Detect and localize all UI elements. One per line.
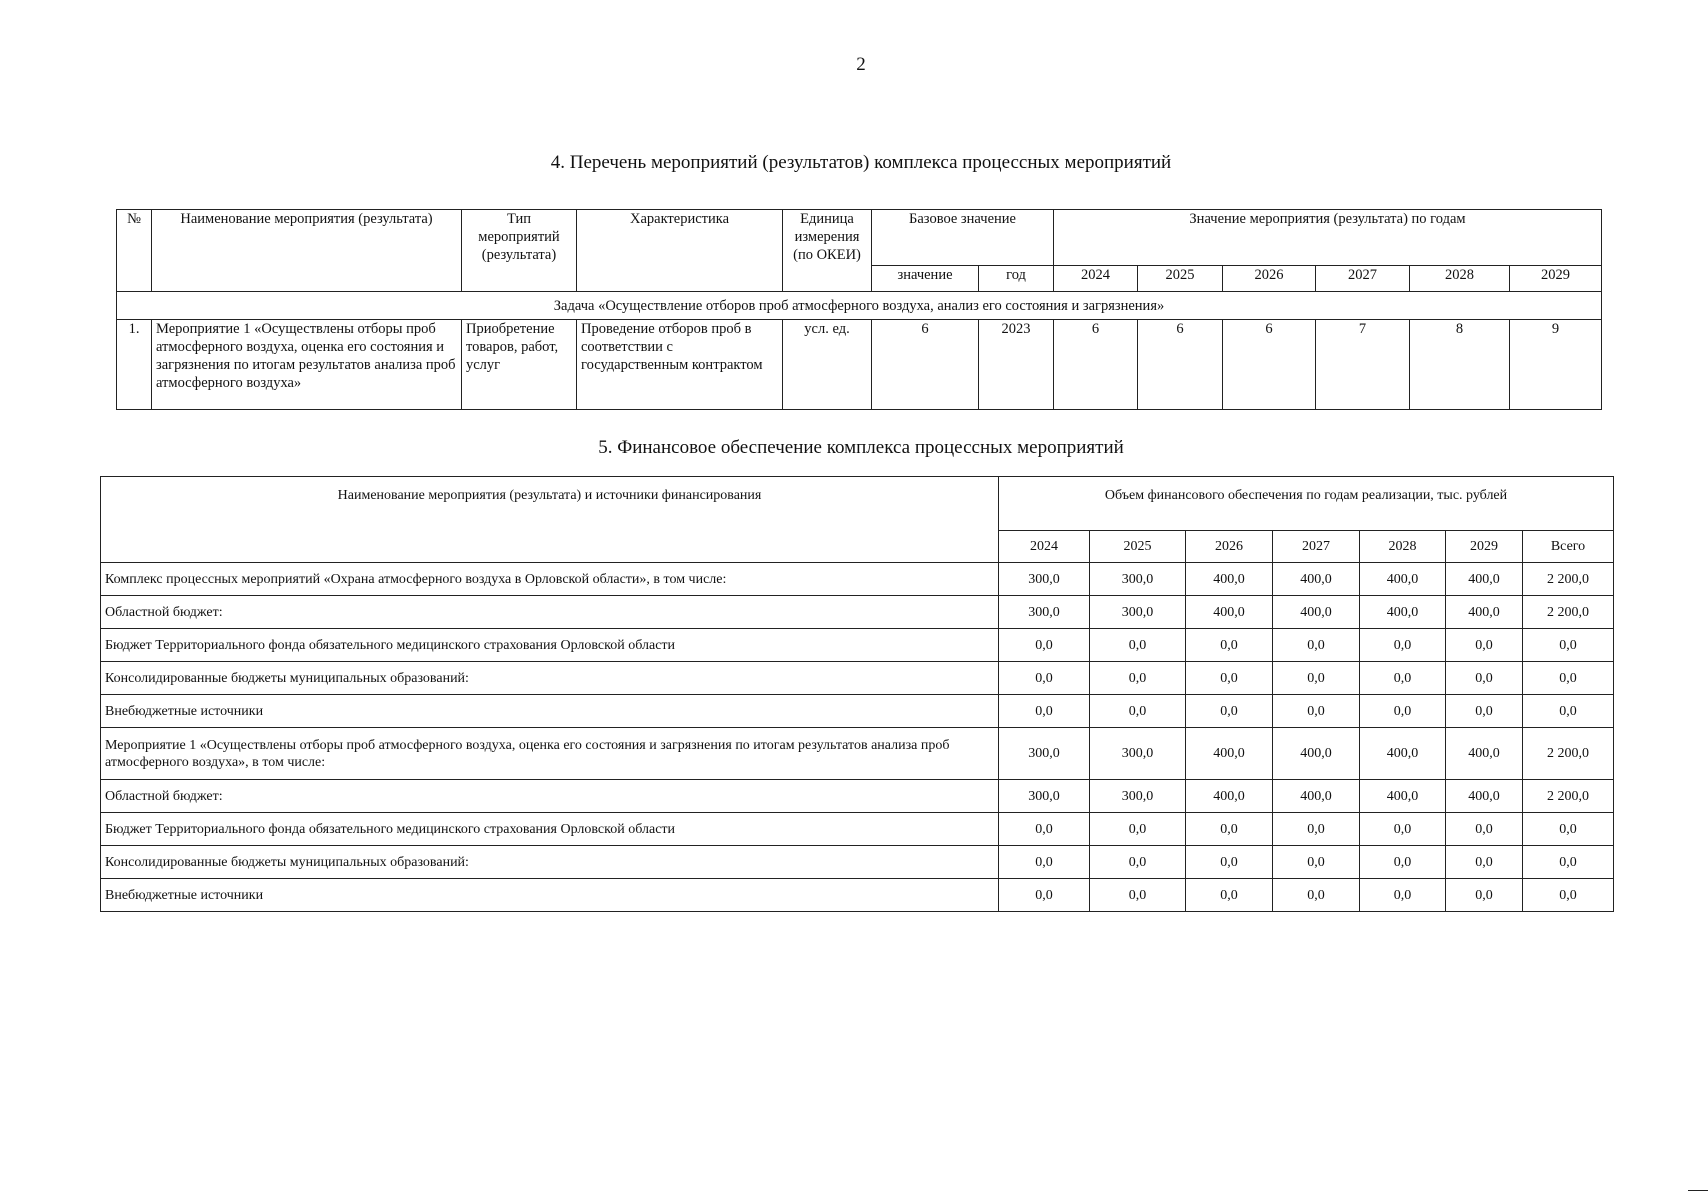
fin-row-name: Бюджет Территориального фонда обязательного медицинского страхования Орловской области: [101, 813, 999, 846]
fin-year-header: 2029: [1446, 531, 1523, 563]
row-base-year: 2023: [979, 320, 1054, 410]
fin-row-name: Внебюджетные источники: [101, 879, 999, 912]
fin-row-total: 0,0: [1523, 662, 1614, 695]
fin-row-value: 400,0: [1446, 563, 1523, 596]
fin-row-value: 300,0: [999, 780, 1090, 813]
measures-table: [116, 209, 1602, 410]
col-years-header: Значение мероприятия (результата) по годам: [1054, 210, 1602, 266]
fin-row-value: 0,0: [1090, 695, 1186, 728]
fin-row-name: Внебюджетные источники: [101, 695, 999, 728]
fin-row-value: 300,0: [1090, 780, 1186, 813]
page-number: 2: [856, 54, 866, 75]
fin-row-total: 2 200,0: [1523, 596, 1614, 629]
fin-row-value: 400,0: [1360, 563, 1446, 596]
fin-row-value: 300,0: [999, 563, 1090, 596]
fin-total-header: Всего: [1523, 531, 1614, 563]
col-name-header: Наименование мероприятия (результата): [152, 210, 462, 292]
fin-row-value: 0,0: [1090, 846, 1186, 879]
row-year-value: 6: [1138, 320, 1223, 410]
fin-row-name: Комплекс процессных мероприятий «Охрана атмосферного воздуха в Орловской области», в том числе:: [101, 563, 999, 596]
row-year-value: 8: [1410, 320, 1510, 410]
year-header: 2027: [1316, 266, 1410, 292]
section5-title: 5. Финансовое обеспечение комплекса процессных мероприятий: [598, 437, 1124, 458]
fin-row-value: 400,0: [1186, 780, 1273, 813]
fin-row-value: 0,0: [1446, 879, 1523, 912]
table-row: [101, 563, 1614, 596]
fin-row-value: 0,0: [1090, 662, 1186, 695]
fin-row-total: 0,0: [1523, 813, 1614, 846]
row-type: Приобретение товаров, работ, услуг: [462, 320, 577, 410]
fin-row-total: 0,0: [1523, 629, 1614, 662]
row-year-value: 9: [1510, 320, 1602, 410]
fin-row-value: 300,0: [1090, 563, 1186, 596]
fin-row-total: 2 200,0: [1523, 563, 1614, 596]
fin-year-header: 2025: [1090, 531, 1186, 563]
fin-row-value: 0,0: [999, 629, 1090, 662]
fin-row-value: 400,0: [1186, 596, 1273, 629]
fin-row-value: 0,0: [1446, 846, 1523, 879]
fin-row-value: 0,0: [1186, 846, 1273, 879]
fin-row-value: 0,0: [1273, 695, 1360, 728]
fin-row-name: Бюджет Территориального фонда обязательного медицинского страхования Орловской области: [101, 629, 999, 662]
fin-name-header: Наименование мероприятия (результата) и источники финансирования: [101, 477, 999, 563]
edge-mark: [1688, 1190, 1708, 1191]
table-row: [101, 695, 1614, 728]
fin-row-value: 0,0: [1446, 813, 1523, 846]
fin-row-value: 400,0: [1273, 596, 1360, 629]
fin-row-value: 0,0: [1273, 662, 1360, 695]
col-no-header: №: [117, 210, 152, 292]
row-base-value: 6: [872, 320, 979, 410]
fin-row-value: 400,0: [1446, 728, 1523, 780]
fin-row-name: Консолидированные бюджеты муниципальных образований:: [101, 662, 999, 695]
fin-row-value: 0,0: [1186, 813, 1273, 846]
table-row: [101, 813, 1614, 846]
year-header: 2028: [1410, 266, 1510, 292]
col-base-year-header: год: [979, 266, 1054, 292]
row-year-value: 6: [1054, 320, 1138, 410]
task-row: Задача «Осуществление отборов проб атмосферного воздуха, анализ его состояния и загрязнения»: [117, 292, 1602, 320]
fin-row-value: 0,0: [1273, 846, 1360, 879]
fin-row-value: 400,0: [1360, 728, 1446, 780]
fin-year-header: 2028: [1360, 531, 1446, 563]
row-characteristic: Проведение отборов проб в соответствии с государственным контрактом: [577, 320, 783, 410]
fin-row-value: 0,0: [1090, 813, 1186, 846]
table-row: [101, 780, 1614, 813]
fin-row-value: 400,0: [1446, 780, 1523, 813]
row-year-value: 7: [1316, 320, 1410, 410]
fin-row-value: 0,0: [1090, 629, 1186, 662]
fin-row-value: 400,0: [1360, 780, 1446, 813]
fin-row-value: 400,0: [1186, 728, 1273, 780]
fin-row-value: 0,0: [1446, 629, 1523, 662]
fin-year-header: 2027: [1273, 531, 1360, 563]
table-row: [101, 728, 1614, 780]
fin-row-value: 0,0: [1360, 879, 1446, 912]
fin-row-value: 0,0: [1186, 662, 1273, 695]
table-row: [101, 879, 1614, 912]
row-no: 1.: [117, 320, 152, 410]
col-base-header: Базовое значение: [872, 210, 1054, 266]
row-year-value: 6: [1223, 320, 1316, 410]
fin-row-value: 0,0: [1273, 879, 1360, 912]
fin-row-value: 0,0: [999, 846, 1090, 879]
fin-row-value: 0,0: [1360, 846, 1446, 879]
fin-row-value: 400,0: [1273, 563, 1360, 596]
fin-row-name: Мероприятие 1 «Осуществлены отборы проб атмосферного воздуха, оценка его состояния и загрязнения по итогам результатов анализа проб атмосферного воздуха», в том числе:: [101, 728, 999, 780]
section4-title: 4. Перечень мероприятий (результатов) комплекса процессных мероприятий: [550, 152, 1172, 173]
year-header: 2025: [1138, 266, 1223, 292]
fin-row-total: 0,0: [1523, 695, 1614, 728]
fin-row-value: 0,0: [1273, 813, 1360, 846]
fin-row-value: 0,0: [999, 879, 1090, 912]
fin-row-value: 300,0: [999, 728, 1090, 780]
fin-row-name: Областной бюджет:: [101, 596, 999, 629]
fin-row-value: 0,0: [1186, 695, 1273, 728]
table-row: [101, 846, 1614, 879]
fin-row-value: 400,0: [1446, 596, 1523, 629]
col-type-header: Тип мероприятий (результата): [462, 210, 577, 292]
col-base-value-header: значение: [872, 266, 979, 292]
financing-table: [100, 476, 1614, 912]
fin-row-value: 400,0: [1360, 596, 1446, 629]
fin-row-value: 0,0: [999, 662, 1090, 695]
fin-row-value: 0,0: [1360, 662, 1446, 695]
fin-row-value: 0,0: [999, 813, 1090, 846]
fin-row-value: 0,0: [1186, 629, 1273, 662]
col-unit-header: Единица измерения (по ОКЕИ): [783, 210, 872, 292]
fin-volume-header: Объем финансового обеспечения по годам реализации, тыс. рублей: [999, 477, 1614, 531]
fin-row-value: 300,0: [1090, 728, 1186, 780]
financing-rows: [101, 563, 1614, 912]
fin-row-value: 400,0: [1186, 563, 1273, 596]
fin-row-value: 400,0: [1273, 780, 1360, 813]
fin-row-value: 0,0: [1360, 695, 1446, 728]
table-row: [101, 596, 1614, 629]
year-header: 2024: [1054, 266, 1138, 292]
table-row: [101, 629, 1614, 662]
fin-row-value: 0,0: [1273, 629, 1360, 662]
year-header: 2026: [1223, 266, 1316, 292]
fin-row-total: 0,0: [1523, 846, 1614, 879]
fin-row-name: Областной бюджет:: [101, 780, 999, 813]
fin-row-name: Консолидированные бюджеты муниципальных образований:: [101, 846, 999, 879]
fin-row-total: 0,0: [1523, 879, 1614, 912]
fin-year-header: 2026: [1186, 531, 1273, 563]
fin-row-value: 0,0: [1446, 662, 1523, 695]
fin-row-value: 0,0: [1186, 879, 1273, 912]
fin-row-value: 0,0: [999, 695, 1090, 728]
year-header: 2029: [1510, 266, 1602, 292]
fin-year-header: 2024: [999, 531, 1090, 563]
fin-row-total: 2 200,0: [1523, 728, 1614, 780]
row-unit: усл. ед.: [783, 320, 872, 410]
fin-row-value: 0,0: [1090, 879, 1186, 912]
fin-row-value: 300,0: [999, 596, 1090, 629]
row-name: Мероприятие 1 «Осуществлены отборы проб атмосферного воздуха, оценка его состояния и загрязнения по итогам результатов анализа проб атмосферного воздуха»: [152, 320, 462, 410]
table-row: [101, 662, 1614, 695]
fin-row-value: 0,0: [1446, 695, 1523, 728]
fin-row-value: 0,0: [1360, 813, 1446, 846]
col-characteristic-header: Характеристика: [577, 210, 783, 292]
fin-row-value: 300,0: [1090, 596, 1186, 629]
fin-row-value: 0,0: [1360, 629, 1446, 662]
fin-row-total: 2 200,0: [1523, 780, 1614, 813]
fin-row-value: 400,0: [1273, 728, 1360, 780]
